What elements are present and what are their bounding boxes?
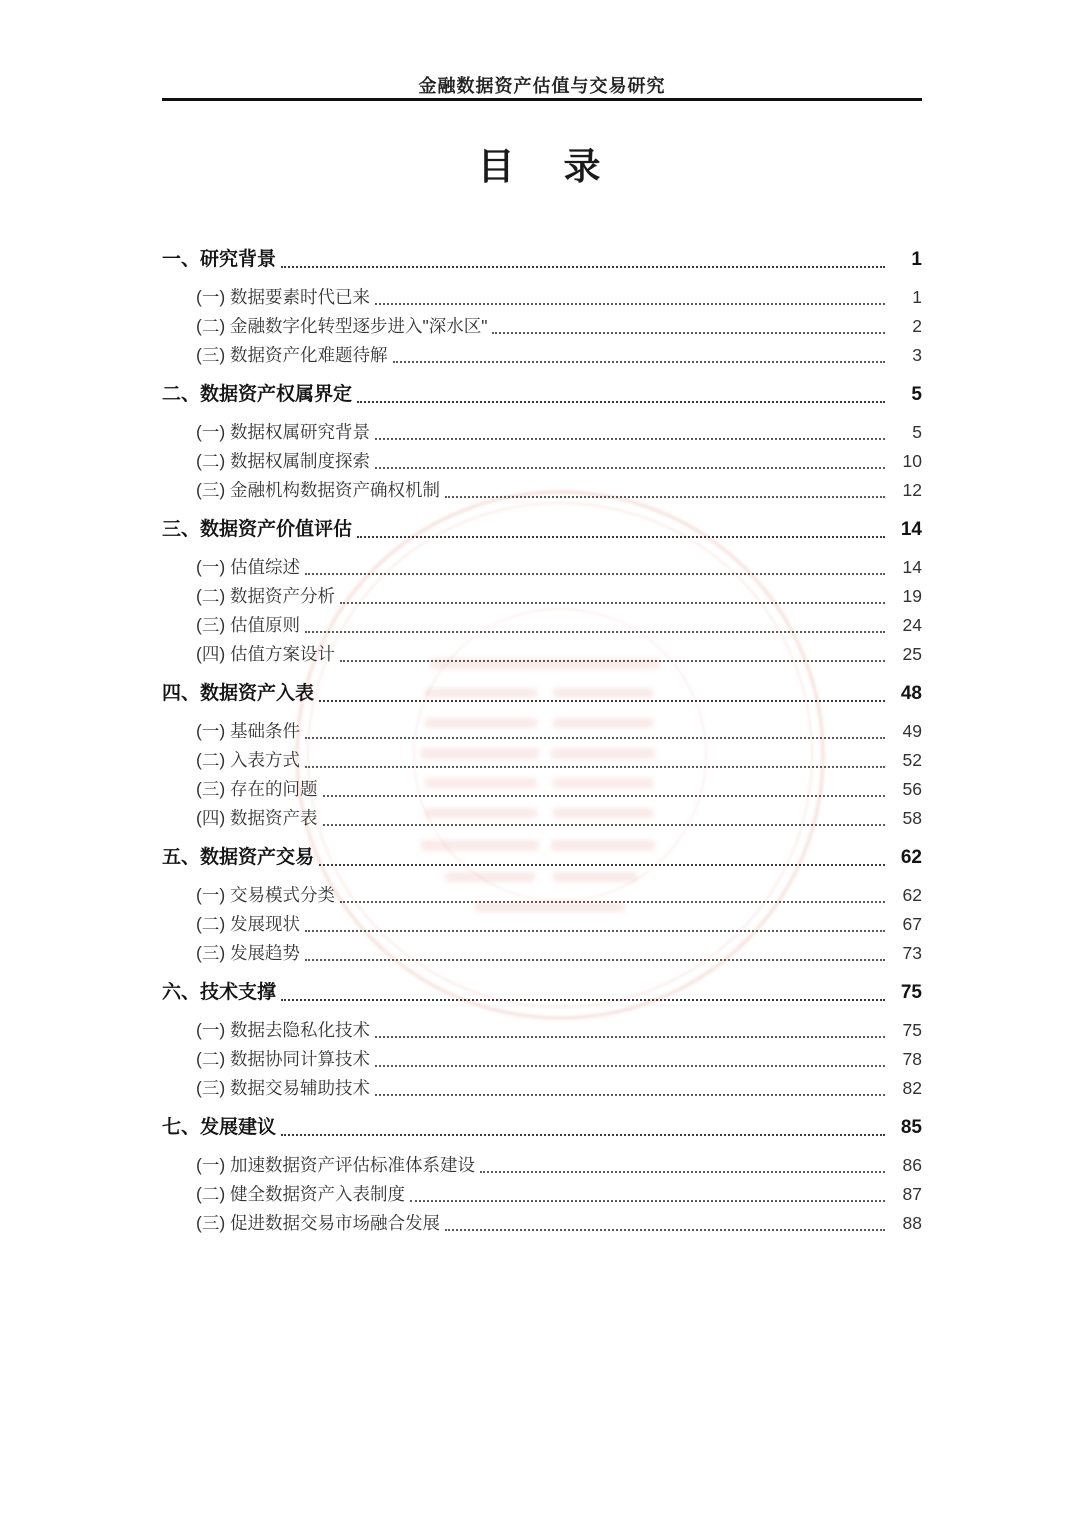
toc-item-row (162, 640, 922, 668)
toc-item-row (162, 939, 922, 967)
toc-section-row-label: 一、研究背景 (162, 249, 277, 270)
toc-item-row (162, 1180, 922, 1208)
dotted-leader (319, 700, 885, 702)
toc-section-row (162, 516, 922, 544)
toc-item-row-page-number: 87 (902, 1184, 922, 1204)
toc-item-row-page-number: 88 (902, 1213, 922, 1233)
dotted-leader (305, 737, 885, 739)
toc-section-row-page-number: 75 (900, 982, 922, 1003)
toc-item-row (162, 1209, 922, 1237)
toc-item-row (162, 418, 922, 446)
toc-section-row (162, 680, 922, 708)
toc-item-row-page-number: 2 (912, 316, 922, 336)
toc-item-row-page-number: 75 (902, 1020, 922, 1040)
dotted-leader (445, 1229, 885, 1231)
toc-item-row-page-number: 1 (912, 287, 922, 307)
dotted-leader (375, 438, 885, 440)
toc-item-row (162, 1016, 922, 1044)
toc-item-row-label: (三) 金融机构数据资产确权机制 (196, 480, 441, 500)
toc-item-row-label: (一) 交易模式分类 (196, 885, 336, 905)
toc-section-row-page-number: 1 (911, 249, 922, 270)
header-rule (162, 98, 922, 101)
toc-item-row-label: (四) 数据资产表 (196, 808, 318, 828)
toc-item-row-label: (二) 发展现状 (196, 914, 301, 934)
toc-item-row-label: (二) 数据权属制度探索 (196, 451, 371, 471)
running-header-title: 金融数据资产估值与交易研究 (418, 76, 666, 96)
toc-item-row (162, 1045, 922, 1073)
toc-item-row-label: (二) 数据协同计算技术 (196, 1049, 371, 1069)
toc-section-row-page-number: 48 (900, 683, 922, 704)
toc-item-row-page-number: 24 (902, 615, 922, 635)
dotted-leader (480, 1171, 885, 1173)
toc-item-row (162, 341, 922, 369)
toc-item-row (162, 476, 922, 504)
toc-section-row-label: 三、数据资产价值评估 (162, 519, 353, 540)
toc-item-row (162, 283, 922, 311)
toc-item-row (162, 582, 922, 610)
toc-item-row-page-number: 58 (902, 808, 922, 828)
dotted-leader (305, 631, 885, 633)
dotted-leader (492, 332, 885, 334)
toc-item-row-label: (二) 入表方式 (196, 750, 301, 770)
toc-item-row (162, 1151, 922, 1179)
toc-item-row-label: (一) 估值综述 (196, 557, 301, 577)
toc-item-row-label: (三) 促进数据交易市场融合发展 (196, 1213, 441, 1233)
dotted-leader (393, 361, 885, 363)
toc-item-row-label: (一) 数据去隐私化技术 (196, 1020, 371, 1040)
dotted-leader (281, 999, 885, 1001)
dotted-leader (305, 959, 885, 961)
dotted-leader (375, 1065, 885, 1067)
toc-item-row-page-number: 78 (902, 1049, 922, 1069)
dotted-leader (340, 660, 885, 662)
toc-item-row-page-number: 62 (902, 885, 922, 905)
dotted-leader (340, 901, 885, 903)
toc-item-row (162, 804, 922, 832)
toc-section-row (162, 1114, 922, 1142)
toc-item-row-label: (三) 估值原则 (196, 615, 301, 635)
toc-item-row-page-number: 10 (902, 451, 922, 471)
toc-item-row-page-number: 67 (902, 914, 922, 934)
toc-item-row (162, 910, 922, 938)
toc-title: 目 录 (477, 146, 607, 187)
toc-item-row-page-number: 56 (902, 779, 922, 799)
toc-item-row-label: (三) 数据交易辅助技术 (196, 1078, 371, 1098)
toc-item-row-page-number: 19 (902, 586, 922, 606)
toc-section-row-page-number: 85 (900, 1117, 922, 1138)
dotted-leader (357, 536, 885, 538)
dotted-leader (340, 602, 885, 604)
toc-section-row-label: 七、发展建议 (162, 1117, 277, 1138)
toc-item-row-page-number: 73 (902, 943, 922, 963)
toc-section-row (162, 246, 922, 274)
toc-item-row (162, 746, 922, 774)
toc-item-row-page-number: 86 (902, 1155, 922, 1175)
toc-item-row-label: (一) 数据要素时代已来 (196, 287, 371, 307)
toc-item-row-page-number: 25 (902, 644, 922, 664)
dotted-leader (323, 824, 885, 826)
toc-item-row-page-number: 49 (902, 721, 922, 741)
dotted-leader (319, 864, 885, 866)
dotted-leader (375, 1094, 885, 1096)
toc-item-row-label: (三) 数据资产化难题待解 (196, 345, 388, 365)
dotted-leader (323, 795, 885, 797)
toc-item-row-label: (一) 数据权属研究背景 (196, 422, 371, 442)
toc-item-row-page-number: 3 (912, 345, 922, 365)
toc-item-row (162, 553, 922, 581)
dotted-leader (357, 401, 885, 403)
toc-section-row-page-number: 14 (900, 519, 922, 540)
toc-item-row (162, 312, 922, 340)
toc-item-row-label: (一) 基础条件 (196, 721, 301, 741)
toc-item-row-label: (二) 金融数字化转型逐步进入"深水区" (196, 316, 488, 336)
dotted-leader (375, 467, 885, 469)
toc-item-row-page-number: 52 (902, 750, 922, 770)
toc-section-row (162, 381, 922, 409)
toc-item-row (162, 447, 922, 475)
toc-item-row-page-number: 5 (912, 422, 922, 442)
toc-section-row (162, 979, 922, 1007)
toc-item-row (162, 717, 922, 745)
toc-section-row-label: 五、数据资产交易 (162, 847, 315, 868)
toc-section-row-label: 二、数据资产权属界定 (162, 384, 353, 405)
toc-item-row-label: (一) 加速数据资产评估标准体系建设 (196, 1155, 476, 1175)
toc-item-row (162, 611, 922, 639)
toc-item-row (162, 775, 922, 803)
toc-item-row-label: (四) 估值方案设计 (196, 644, 336, 664)
toc-section-row-label: 六、技术支撑 (162, 982, 277, 1003)
dotted-leader (281, 266, 885, 268)
toc-section-row (162, 844, 922, 872)
toc-item-row-label: (二) 健全数据资产入表制度 (196, 1184, 406, 1204)
toc-item-row (162, 881, 922, 909)
dotted-leader (375, 303, 885, 305)
toc-section-row-page-number: 5 (911, 384, 922, 405)
toc-item-row-label: (二) 数据资产分析 (196, 586, 336, 606)
toc-section-row-page-number: 62 (900, 847, 922, 868)
dotted-leader (305, 573, 885, 575)
toc-item-row (162, 1074, 922, 1102)
dotted-leader (305, 766, 885, 768)
toc-section-row-label: 四、数据资产入表 (162, 683, 315, 704)
dotted-leader (281, 1134, 885, 1136)
toc-item-row-label: (三) 存在的问题 (196, 779, 318, 799)
dotted-leader (305, 930, 885, 932)
toc-item-row-label: (三) 发展趋势 (196, 943, 301, 963)
toc-list (162, 234, 922, 1237)
dotted-leader (375, 1036, 885, 1038)
dotted-leader (410, 1200, 885, 1202)
dotted-leader (445, 496, 885, 498)
toc-item-row-page-number: 82 (902, 1078, 922, 1098)
toc-item-row-page-number: 14 (902, 557, 922, 577)
toc-item-row-page-number: 12 (902, 480, 922, 500)
